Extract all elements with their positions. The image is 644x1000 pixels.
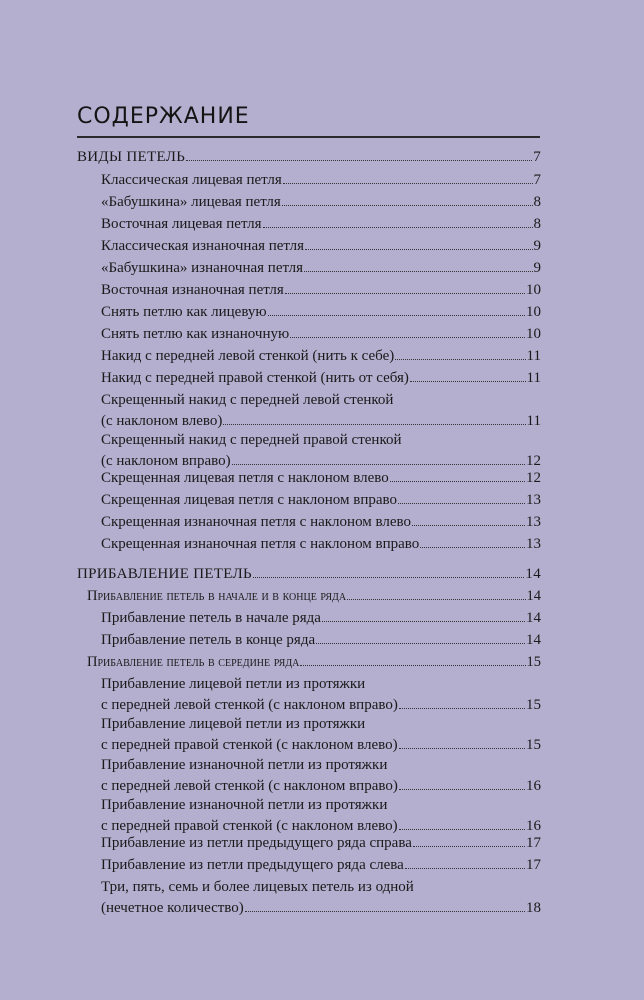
toc-page-number: 12 [526,453,541,469]
toc-entry-label-line2: с передней левой стенкой (с наклоном вправо) [101,778,398,794]
toc-page-number: 13 [526,492,541,508]
toc-page-number: 18 [526,900,541,916]
toc-entry-multiline [101,674,541,716]
toc-entry-label-line1: Скрещенный накид с передней левой стенкой [101,392,394,408]
toc-entry-multiline [101,714,541,756]
toc-page-number: 7 [533,149,541,165]
toc-entry-label-line2: (с наклоном вправо) [101,453,231,469]
toc-page-number: 16 [526,818,541,834]
toc-entry [101,258,541,279]
toc-entry [101,368,541,389]
toc-entry [101,324,541,345]
toc-entry [101,855,541,876]
toc-leader-dots [223,424,525,425]
toc-page-number: 14 [526,632,541,648]
toc-leader-dots [399,748,525,749]
toc-entry-label: Накид с передней правой стенкой (нить от себя) [101,370,409,386]
toc-leader-dots [268,315,525,316]
toc-entry [101,170,541,191]
toc-subsection [87,586,541,607]
toc-page-number: 14 [526,588,541,604]
toc-page-number: 15 [526,737,541,753]
toc-entry [101,512,541,533]
toc-entry-line2 [101,776,541,797]
toc-entry-label: Снять петлю как лицевую [101,304,267,320]
toc-leader-dots [398,503,525,504]
toc-page-number: 17 [526,857,541,873]
toc-entry-label: Прибавление петель в начале ряда [101,610,321,626]
toc-entry-label-line1: Скрещенный накид с передней правой стенкой [101,432,402,448]
toc-leader-dots [399,789,525,790]
toc-leader-dots [395,359,525,360]
toc-entry-label: Прибавление петель в конце ряда [101,632,316,648]
toc-entry-line2 [101,735,541,756]
toc-entry-label: Прибавление петель в начале и в конце ряда [87,588,347,604]
toc-entry-label-line2: (с наклоном влево) [101,413,223,429]
toc-entry-label: «Бабушкина» лицевая петля [101,194,281,210]
toc-leader-dots [232,464,525,465]
toc-entry [101,214,541,235]
toc-entry [101,346,541,367]
toc-leader-dots [322,621,525,622]
toc-entry-line2 [101,411,541,432]
toc-page-number: 15 [526,697,541,713]
toc-leader-dots [305,249,533,250]
toc-entry-label: Скрещенная лицевая петля с наклоном влево [101,470,389,486]
toc-entry-line2 [101,695,541,716]
toc-entry-label: Классическая лицевая петля [101,172,282,188]
toc-entry-multiline [101,430,541,472]
toc-page-number: 14 [526,610,541,626]
toc-entry-label: Скрещенная изнаночная петля с наклоном влево [101,514,412,530]
toc-entry-label: ПРИБАВЛЕНИЕ ПЕТЕЛЬ [77,566,252,582]
toc-page-number: 13 [526,514,541,530]
toc-page-number: 8 [533,216,541,232]
toc-entry [101,490,541,511]
toc-leader-dots [282,205,533,206]
toc-page-number: 16 [526,778,541,794]
toc-leader-dots [405,868,525,869]
toc-entry-multiline [101,755,541,797]
toc-entry-label: Восточная лицевая петля [101,216,262,232]
toc-entry-multiline [101,795,541,837]
toc-page-number: 14 [525,566,541,582]
toc-subsection [87,652,541,673]
toc-entry-label: «Бабушкина» изнаночная петля [101,260,304,276]
toc-page-number: 7 [533,172,541,188]
toc-entry-multiline [101,877,541,919]
toc-page-number: 11 [526,370,541,386]
toc-entry-label: Скрещенная изнаночная петля с наклоном вправо [101,536,420,552]
title-rule [77,136,540,138]
toc-leader-dots [410,381,526,382]
toc-entry-label-line1: Прибавление лицевой петли из протяжки [101,716,366,732]
toc-entry [101,833,541,854]
toc-page-number: 17 [526,835,541,851]
toc-entry-label: Снять петлю как изнаночную [101,326,290,342]
toc-entry-label: Скрещенная лицевая петля с наклоном вправо [101,492,398,508]
toc-entry [101,534,541,555]
toc-page-number: 13 [526,536,541,552]
toc-section [77,147,541,168]
toc-leader-dots [285,293,525,294]
toc-entry [101,630,541,651]
toc-entry-label-line2: с передней правой стенкой (с наклоном влево) [101,818,398,834]
toc-entry-label-line1: Три, пять, семь и более лицевых петель из одной [101,879,414,895]
toc-entry [101,608,541,629]
toc-page-number: 10 [526,282,541,298]
toc-entry-label: Прибавление из петли предыдущего ряда слева [101,857,404,873]
toc-entry-label-line2: с передней левой стенкой (с наклоном вправо) [101,697,398,713]
toc-entry-label: Прибавление петель в середине ряда [87,654,300,670]
toc-entry [101,236,541,257]
toc-entry-label-line1: Прибавление изнаночной петли из протяжки [101,757,388,773]
toc-leader-dots [263,227,533,228]
toc-leader-dots [412,525,525,526]
toc-page-number: 11 [526,348,541,364]
toc-leader-dots [253,577,524,578]
toc-page-number: 9 [533,238,541,254]
toc-entry [101,302,541,323]
toc-leader-dots [186,160,532,161]
toc-leader-dots [304,271,532,272]
toc-entry [101,192,541,213]
toc-entry-label-line2: (нечетное количество) [101,900,244,916]
toc-leader-dots [420,547,525,548]
toc-leader-dots [300,665,525,666]
toc-entry-label: ВИДЫ ПЕТЕЛЬ [77,149,186,165]
toc-leader-dots [390,481,525,482]
toc-entry-label-line1: Прибавление изнаночной петли из протяжки [101,797,388,813]
toc-entry [101,280,541,301]
toc-entry-label: Восточная изнаночная петля [101,282,284,298]
toc-page-number: 10 [526,304,541,320]
toc-leader-dots [399,708,525,709]
toc-entry-label-line1: Прибавление лицевой петли из протяжки [101,676,366,692]
toc-entry [101,468,541,489]
toc-page-number: 10 [526,326,541,342]
toc-leader-dots [245,911,525,912]
toc-leader-dots [413,846,525,847]
toc-leader-dots [347,599,525,600]
page-title: СОДЕРЖАНИЕ [77,104,250,129]
toc-leader-dots [316,643,525,644]
toc-entry-label-line2: с передней правой стенкой (с наклоном влево) [101,737,398,753]
toc-entry-label: Накид с передней левой стенкой (нить к себе) [101,348,395,364]
toc-page-number: 11 [526,413,541,429]
toc-page-number: 9 [533,260,541,276]
toc-entry-label: Прибавление из петли предыдущего ряда справа [101,835,412,851]
toc-page-number: 12 [526,470,541,486]
toc-section [77,564,541,585]
toc-leader-dots [399,829,525,830]
toc-entry-multiline [101,390,541,432]
toc-leader-dots [290,337,525,338]
toc-leader-dots [283,183,533,184]
toc-entry-label: Классическая изнаночная петля [101,238,304,254]
toc-page-number: 15 [526,654,541,670]
toc-page-number: 8 [533,194,541,210]
toc-entry-line2 [101,898,541,919]
